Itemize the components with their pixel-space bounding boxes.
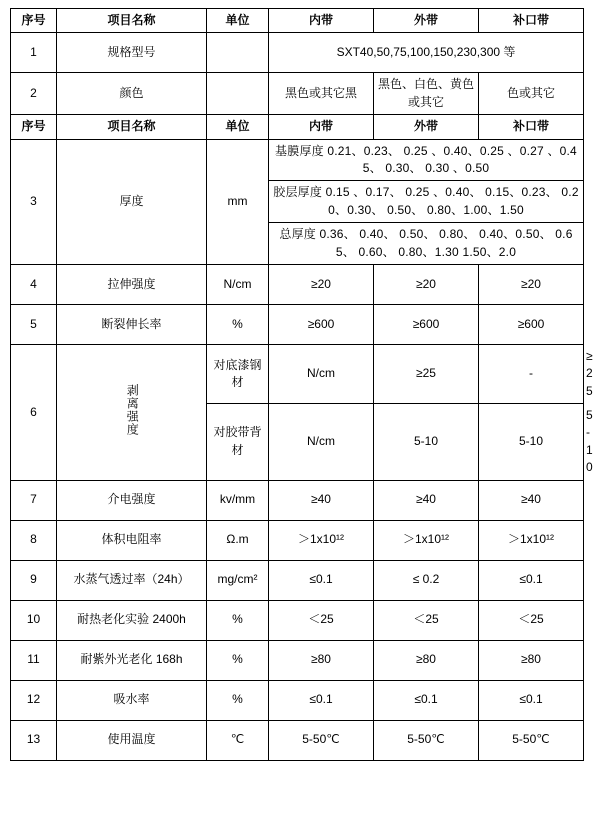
row-no: 3 [11,139,57,264]
header-cell-name: 项目名称 [57,115,207,139]
row-value-outer: ≥80 [374,640,479,680]
row-value-patch: ≥40 [479,480,584,520]
row-value-patch: 5-50℃ [479,720,584,760]
peel-group-label-text: 剥离强度 [125,383,140,436]
row-name: 规格型号 [57,33,207,73]
row-value-patch: ＞1x10¹² [479,520,584,560]
table-row [11,520,584,560]
thickness-line-total: 总厚度 0.36、 0.40、 0.50、 0.80、 0.40、0.50、 0.65、 0.60、 0.80、1.30 1.50、2.0 [269,223,584,265]
row-no: 9 [11,560,57,600]
row-value-outer: ≥40 [374,480,479,520]
row-name: 介电强度 [57,480,207,520]
header-cell-unit: 单位 [207,9,269,33]
row-value-inner: ≥20 [269,264,374,304]
header-cell-outer: 外带 [374,9,479,33]
row-no: 6 [11,344,57,480]
table-row [11,640,584,680]
row-value-inner: ≥600 [269,304,374,344]
table-row [11,304,584,344]
table-header-row [11,9,584,33]
peel-sub-name: 对底漆钢材 [207,344,269,403]
table-row [11,264,584,304]
table-row [11,480,584,520]
row-no: 2 [11,73,57,115]
row-value-patch: ＜25 [479,600,584,640]
row-merged-value: SXT40,50,75,100,150,230,300 等 [269,33,584,73]
row-value-patch: ≥80 [479,640,584,680]
row-unit: Ω.m [207,520,269,560]
row-value-outer: 黑色、白色、黄色或其它 [374,73,479,115]
row-value-patch: ≥600 [479,304,584,344]
thickness-line-base: 基膜厚度 0.21、0.23、 0.25 、0.40、0.25 、0.27 、0.45、 0.30、 0.30 、0.50 [269,139,584,181]
header-cell-patch: 补口带 [479,115,584,139]
row-unit: N/cm [207,264,269,304]
row-no: 13 [11,720,57,760]
thickness-line-adhesive: 胶层厚度 0.15 、0.17、 0.25 、0.40、 0.15、0.23、 0.20、0.30、 0.50、 0.80、1.00、1.50 [269,181,584,223]
row-value-inner: ＞1x10¹² [269,520,374,560]
row-unit: % [207,680,269,720]
row-value-inner: ≥80 [269,640,374,680]
table-row [11,720,584,760]
table-row-thickness [11,139,584,181]
row-name: 耐紫外光老化 168h [57,640,207,680]
row-value-outer: 5-50℃ [374,720,479,760]
row-name: 使用温度 [57,720,207,760]
row-name: 断裂伸长率 [57,304,207,344]
row-no: 12 [11,680,57,720]
table-row-peel: 对胶带背材 N/cm 5-10 5-10 5-10 [11,404,584,481]
row-name: 拉伸强度 [57,264,207,304]
row-value-inner: ＜25 [269,600,374,640]
table-row [11,33,584,73]
specification-table [10,8,593,761]
row-unit: % [207,304,269,344]
row-no: 1 [11,33,57,73]
row-value-patch: ≤0.1 [479,680,584,720]
row-value-outer: ＞1x10¹² [374,520,479,560]
row-value-inner: 黑色或其它黑 [269,73,374,115]
row-name: 厚度 [57,139,207,264]
header-cell-no: 序号 [11,9,57,33]
row-no: 4 [11,264,57,304]
peel-sub-name: 对胶带背材 [207,404,269,481]
row-name: 吸水率 [57,680,207,720]
row-unit: % [207,640,269,680]
row-value-inner: 5-50℃ [269,720,374,760]
row-unit: kv/mm [207,480,269,520]
row-no: 11 [11,640,57,680]
header-cell-no: 序号 [11,115,57,139]
row-no: 5 [11,304,57,344]
row-name: 体积电阻率 [57,520,207,560]
row-value-patch: ≥20 [479,264,584,304]
header-cell-inner: 内带 [269,9,374,33]
row-value-outer: ≤0.1 [374,680,479,720]
row-value-inner: ≤0.1 [269,680,374,720]
table-row [11,73,584,115]
row-unit [207,33,269,73]
row-name: 水蒸气透过率（24h） [57,560,207,600]
row-value-outer: 5-10 [479,404,584,481]
table-row [11,600,584,640]
row-value-outer: ≥20 [374,264,479,304]
row-value-inner: ≤0.1 [269,560,374,600]
row-value-inner: ≥40 [269,480,374,520]
row-unit: N/cm [269,404,374,481]
table-row-peel: 6 剥离强度 对底漆钢材 N/cm ≥25 - ≥25 [11,344,584,403]
row-value-inner: ≥25 [374,344,479,403]
row-no: 7 [11,480,57,520]
row-unit: mg/cm² [207,560,269,600]
header-cell-name: 项目名称 [57,9,207,33]
table-header-row-repeat [11,115,584,139]
row-no: 8 [11,520,57,560]
row-unit: ℃ [207,720,269,760]
row-unit: N/cm [269,344,374,403]
row-value-patch: ≤0.1 [479,560,584,600]
row-no: 10 [11,600,57,640]
row-value-inner: 5-10 [374,404,479,481]
row-value-outer: - [479,344,584,403]
peel-group-label [57,344,207,480]
row-unit [207,73,269,115]
row-value-outer: ≥600 [374,304,479,344]
document-page [0,8,604,832]
row-value-outer: ≤ 0.2 [374,560,479,600]
row-value-patch: 色或其它 [479,73,584,115]
row-unit: mm [207,139,269,264]
header-cell-outer: 外带 [374,115,479,139]
header-cell-inner: 内带 [269,115,374,139]
header-cell-patch: 补口带 [479,9,584,33]
header-cell-unit: 单位 [207,115,269,139]
table-row [11,560,584,600]
row-name: 耐热老化实验 2400h [57,600,207,640]
row-unit: % [207,600,269,640]
row-value-outer: ＜25 [374,600,479,640]
row-name: 颜色 [57,73,207,115]
table-row [11,680,584,720]
